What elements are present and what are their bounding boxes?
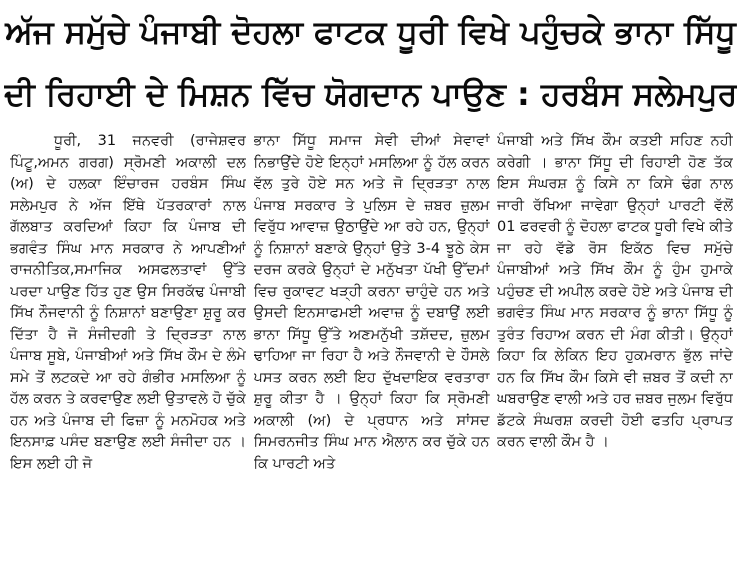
article-body: [10, 131, 733, 571]
article-column-2: [254, 131, 490, 571]
headline-line-2: ਦੀ ਰਿਹਾਈ ਦੇ ਮਿਸ਼ਨ ਵਿੱਚ ਯੋਗਦਾਨ ਪਾਉਣ : ਹਰਬੰਸ ਸਲੇਮਪੁਰ: [4, 75, 737, 113]
article-paragraph: ਪੰਜਾਬੀ ਅਤੇ ਸਿੱਖ ਕੌਮ ਕਤਈ ਸਹਿਣ ਨਹੀ ਕਰੇਗੀ । ਭਾਨਾ ਸਿੱਧੂ ਦੀ ਰਿਹਾਈ ਹੋਣ ਤੱਕ ਇਸ ਸੰਘਰਸ਼ ਨੂੰ ਕਿਸੇ ਨਾ ਕਿਸੇ ਢੰਗ ਨਾਲ ਜਾਰੀ ਰੱਖਿਆ ਜਾਵੇਗਾ ਉਨ੍ਹਾਂ ਪਾਰਟੀ ਵੱਲੋਂ 01 ਫਰਵਰੀ ਨੂੰ ਦੋਹਲਾ ਫਾਟਕ ਧੂਰੀ ਵਿਖੇ ਕੀਤੇ ਜਾ ਰਹੇ ਵੱਡੇ ਰੋਸ ਇਕੱਠ ਵਿਚ ਸਮੁੱਚੇ ਪੰਜਾਬੀਆਂ ਅਤੇ ਸਿੱਖ ਕੌਮ ਨੂੰ ਹੁੰਮ ਹੁਮਾਕੇ ਪਹੁੰਚਣ ਦੀ ਅਪੀਲ ਕਰਦੇ ਹੋਏ ਅਤੇ ਪੰਜਾਬ ਦੀ ਭਗਵੰਤ ਸਿੰਘ ਮਾਨ ਸਰਕਾਰ ਨੂੰ ਭਾਨਾ ਸਿੱਧੂ ਨੂੰ ਤੁਰੰਤ ਰਿਹਾਅ ਕਰਨ ਦੀ ਮੰਗ ਕੀਤੀ। ਉਨ੍ਹਾਂ ਕਿਹਾ ਕਿ ਲੇਕਿਨ ਇਹ ਹੁਕਮਰਾਨ ਭੁੱਲ ਜਾਂਦੇ ਹਨ ਕਿ ਸਿੱਖ ਕੌਮ ਕਿਸੇ ਵੀ ਜ਼ਬਰ ਤੋਂ ਕਦੀ ਨਾ ਘਬਰਾਉਣ ਵਾਲੀ ਅਤੇ ਹਰ ਜ਼ਬਰ ਜੁਲਮ ਵਿਰੁੱਧ ਡੱਟਕੇ ਸੰਘਰਸ਼ ਕਰਦੀ ਹੋਈ ਫਤਹਿ ਪ੍ਰਾਪਤ ਕਰਨ ਵਾਲੀ ਕੌਮ ਹੈ ।: [497, 133, 733, 450]
article-column-3: [497, 131, 733, 571]
article-column-1: [10, 131, 246, 571]
article-paragraph: ਭਾਨਾ ਸਿੱਧੂ ਸਮਾਜ ਸੇਵੀ ਦੀਆਂ ਸੇਵਾਵਾਂ ਨਿਭਾਉਂਦੇ ਹੋਏ ਇਨ੍ਹਾਂ ਮਸਲਿਆ ਨੂੰ ਹੱਲ ਕਰਨ ਵੱਲ ਤੁਰੇ ਹੋਏ ਸਨ ਅਤੇ ਜੋ ਦ੍ਰਿੜਤਾ ਨਾਲ ਪੰਜਾਬ ਸਰਕਾਰ ਤੇ ਪੁਲਿਸ ਦੇ ਜ਼ਬਰ ਜ਼ੁਲਮ ਵਿਰੁੱਧ ਆਵਾਜ਼ ਉਠਾਉਂਦੇ ਆ ਰਹੇ ਹਨ, ਉਨ੍ਹਾਂ ਨੂੰ ਨਿਸ਼ਾਨਾਂ ਬਣਾਕੇ ਉਨ੍ਹਾਂ ਉਤੇ 3-4 ਝੂਠੇ ਕੇਸ ਦਰਜ ਕਰਕੇ ਉਨ੍ਹਾਂ ਦੇ ਮਨੁੱਖਤਾ ਪੱਖੀ ਉੱਦਮਾਂ ਵਿਚ ਰੁਕਾਵਟ ਖੜ੍ਹੀ ਕਰਨਾ ਚਾਹੁੰਦੇ ਹਨ ਅਤੇ ਉਸਦੀ ਇਨਸਾਫਮਈ ਅਵਾਜ਼ ਨੂੰ ਦਬਾਉਂ ਲਈ ਭਾਨਾ ਸਿੱਧੂ ਉੱਤੇ ਅਣਮਨੁੱਖੀ ਤਸ਼ੱਦਦ, ਜ਼ੁਲਮ ਢਾਹਿਆ ਜਾ ਰਿਹਾ ਹੈ ਅਤੇ ਨੌਜਵਾਨੀ ਦੇ ਹੌਸਲੇ ਪਸਤ ਕਰਨ ਲਈ ਇਹ ਦੁੱਖਦਾਇਕ ਵਰਤਾਰਾ ਸ਼ੁਰੂ ਕੀਤਾ ਹੈ । ਉਨ੍ਹਾਂ ਕਿਹਾ ਕਿ ਸ੍ਰੋਮਣੀ ਅਕਾਲੀ (ਅ) ਦੇ ਪ੍ਰਧਾਨ ਅਤੇ ਸਾਂਸਦ ਸਿਮਰਨਜੀਤ ਸਿੰਘ ਮਾਨ ਐਲਾਨ ਕਰ ਚੁੱਕੇ ਹਨ ਕਿ ਪਾਰਟੀ ਅਤੇ: [253, 133, 490, 472]
headline-line-1: ਅੱਜ ਸਮੁੱਚੇ ਪੰਜਾਬੀ ਦੋਹਲਾ ਫਾਟਕ ਧੂਰੀ ਵਿਖੇ ਪਹੁੰਚਕੇ ਭਾਨਾ ਸਿੱਧੂ: [5, 13, 736, 51]
article-paragraph: ਧੂਰੀ, 31 ਜਨਵਰੀ (ਰਾਜੇਸ਼ਵਰ ਪਿੰਟੂ,ਅਮਨ ਗਰਗ) ਸ੍ਰੋਮਣੀ ਅਕਾਲੀ ਦਲ (ਅ) ਦੇ ਹਲਕਾ ਇੰਚਾਰਜ ਹਰਬੰਸ ਸਿੰਘ ਸਲੇਮਪੁਰ ਨੇ ਅੱਜ ਇੱਥੇ ਪੱਤਰਕਾਰਾਂ ਨਾਲ ਗੱਲਬਾਤ ਕਰਦਿਆਂ ਕਿਹਾ ਕਿ ਪੰਜਾਬ ਦੀ ਭਗਵੰਤ ਸਿੰਘ ਮਾਨ ਸਰਕਾਰ ਨੇ ਆਪਣੀਆਂ ਰਾਜਨੀਤਿਕ,ਸਮਾਜਿਕ ਅਸਫਲਤਾਵਾਂ ਉੱਤੇ ਪਰਦਾ ਪਾਉਣ ਹਿੱਤ ਹੁਣ ਉਸ ਸਿਰਕੱਢ ਪੰਜਾਬੀ ਸਿੱਖ ਨੌਜਵਾਨੀ ਨੂੰ ਨਿਸ਼ਾਨਾਂ ਬਣਾਉਣਾ ਸ਼ੁਰੂ ਕਰ ਦਿੱਤਾ ਹੈ ਜੋ ਸੰਜੀਦਗੀ ਤੇ ਦ੍ਰਿੜਤਾ ਨਾਲ ਪੰਜਾਬ ਸੂਬੇ, ਪੰਜਾਬੀਆਂ ਅਤੇ ਸਿੱਖ ਕੌਮ ਦੇ ਲੰਮੇ ਸਮੇ ਤੋਂ ਲਟਕਦੇ ਆ ਰਹੇ ਗੰਭੀਰ ਮਸਲਿਆ ਨੂੰ ਹੱਲ ਕਰਨ ਤੇ ਕਰਵਾਉਣ ਲਈ ਉਤਾਵਲੇ ਹੋ ਚੁੱਕੇ ਹਨ ਅਤੇ ਪੰਜਾਬ ਦੀ ਫਿਜ਼ਾ ਨੂੰ ਮਨਮੋਹਕ ਅਤੇ ਇਨਸਾਫ਼ ਪਸੰਦ ਬਣਾਉਣ ਲਈ ਸੰਜੀਦਾ ਹਨ । ਇਸ ਲਈ ਹੀ ਜੋ: [10, 133, 246, 472]
headline: [4, 2, 737, 130]
